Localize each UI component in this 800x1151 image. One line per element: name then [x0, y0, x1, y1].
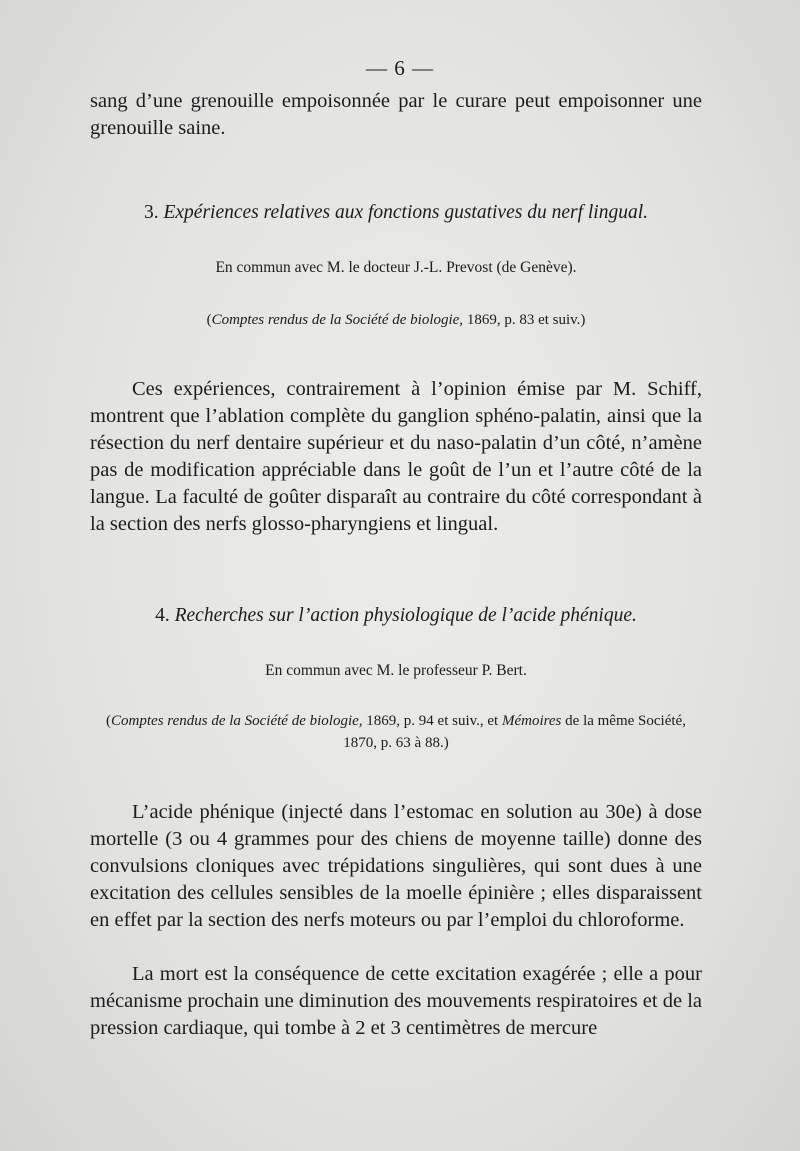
section-4-body-2: La mort est la conséquence de cette excitation exagérée ; elle a pour mécanisme prochain une diminution des mouvements respiratoires et de la pression cardiaque, qui tombe à 2 et 3 centimètres de mercure [90, 963, 702, 1039]
section-3-collaboration: En commun avec M. le docteur J.-L. Prevost (de Genève). [215, 259, 577, 276]
section-3-number: 3. [143, 202, 159, 223]
intro-paragraph: sang d’une grenouille empoisonnée par le curare peut empoisonner une grenouille saine. [90, 90, 702, 139]
section-3-reference-journal: Comptes rendus de la Société de biologie, [211, 312, 464, 328]
section-4-reference: (Comptes rendus de la Société de biologie, 1869, p. 94 et suiv., et Mémoires de la même Société, 1870, p. 63 à 88.) [106, 713, 686, 751]
section-3-reference-details: 1869, p. 83 et suiv. [463, 312, 581, 328]
section-3-reference: (Comptes rendus de la Société de biologie, 1869, p. 83 et suiv.) [206, 312, 586, 328]
section-4-number: 4. [155, 605, 170, 626]
page-number: — 6 — [366, 56, 434, 80]
section-4-title: Recherches sur l’action physiologique de l’acide phénique. [174, 605, 637, 626]
section-4-collaboration: En commun avec M. le professeur P. Bert. [265, 662, 527, 679]
section-4-heading [90, 605, 702, 627]
section-4-reference-details-1: 1869, p. 94 et suiv., et [362, 713, 502, 729]
section-4-reference-journal-2: Mémoires [501, 713, 562, 729]
section-3-title: Expériences relatives aux fonctions gustatives du nerf lingual. [163, 202, 648, 223]
section-4-reference-details-2: de la même Société, 1870, p. 63 à 88. [343, 713, 686, 751]
section-4-body-1: L’acide phénique (injecté dans l’estomac en solution au 30e) à dose mortelle (3 ou 4 grammes pour des chiens de moyenne taille) donne des convulsions cloniques avec trépidations singulières, qui sont dues à une excitation des cellules sensibles de la moelle épinière ; elles disparaissent en effet par la section des nerfs moteurs ou par l’emploi du chloroforme. [90, 801, 702, 931]
section-4-reference-journal-1: Comptes rendus de la Société de biologie, [111, 713, 363, 729]
section-3-body: Ces expériences, contrairement à l’opinion émise par M. Schiff, montrent que l’ablation complète du ganglion sphéno-palatin, ainsi que la résection du nerf dentaire supérieur et du naso-palatin d’un côté, n’amène pas de modification appréciable dans le goût de l’un et l’autre côté de la langue. La faculté de goûter disparaît au contraire du côté correspondant à la section des nerfs glosso-pharyngiens et lingual. [90, 378, 702, 535]
section-3-heading [90, 202, 702, 224]
